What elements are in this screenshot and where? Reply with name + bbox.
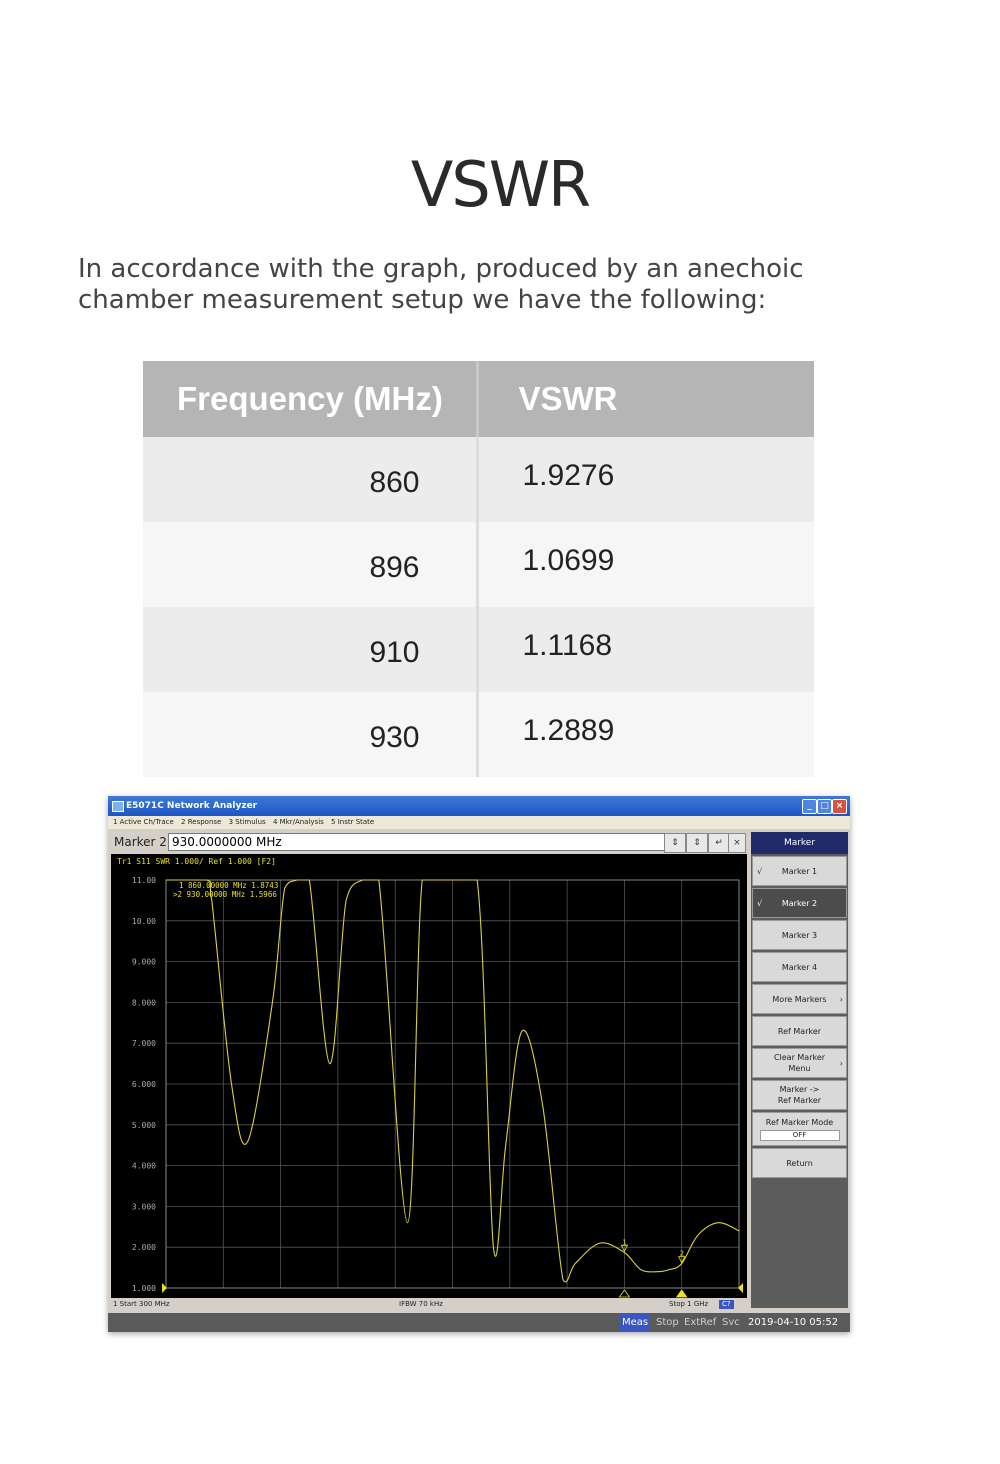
softkey-label-2: Ref Marker [777, 1096, 822, 1105]
marker-label: 2 [679, 1249, 684, 1258]
intro-line-2: chamber measurement setup we have the following: [78, 285, 767, 315]
cell-vswr: 1.0699 [477, 522, 814, 607]
menu-item-mkr-analysis[interactable]: 4 Mkr/Analysis [272, 818, 324, 826]
maximize-icon[interactable]: □ [817, 799, 832, 814]
check-icon: √ [757, 866, 763, 876]
softkey-marker-to-ref[interactable] [752, 1080, 847, 1110]
vswr-table [143, 361, 814, 777]
y-tick-label: 3.000 [131, 1202, 156, 1212]
softkey-label: More Markers [772, 994, 827, 1004]
softkey-label: Clear Marker [773, 1053, 826, 1062]
measurement-screen [111, 854, 747, 1298]
table-header-row [143, 361, 814, 437]
ref-marker-mode-value: OFF [760, 1130, 840, 1141]
menu-item-response[interactable]: 2 Response [181, 818, 222, 826]
marker-readout-2: >2 930.00000 MHz 1.5966 [173, 890, 277, 899]
cell-vswr: 1.2889 [477, 692, 814, 777]
close-entry-icon[interactable]: × [728, 833, 746, 853]
y-tick-label: 4.000 [131, 1161, 156, 1171]
table-row [143, 692, 814, 777]
y-tick-label: 9.000 [131, 957, 156, 967]
step-spinner-icon[interactable]: ⇕ [664, 833, 686, 853]
channel-status-bar [111, 1299, 747, 1310]
header-frequency: Frequency (MHz) [143, 361, 477, 437]
network-analyzer-window [108, 796, 850, 1332]
softkey-return[interactable] [752, 1148, 847, 1178]
cell-frequency: 910 [143, 607, 477, 692]
check-icon: √ [757, 898, 763, 908]
minimize-icon[interactable]: _ [802, 799, 817, 814]
trace-header: Tr1 S11 SWR 1.000/ Ref 1.000 [F2] [117, 857, 276, 866]
softkey-more-markers[interactable] [752, 984, 847, 1014]
table-row [143, 522, 814, 607]
plot-grid [166, 880, 739, 1288]
cell-frequency: 930 [143, 692, 477, 777]
softkey-label: Ref Marker Mode [765, 1118, 834, 1127]
status-stop: Stop 1 GHz [669, 1300, 709, 1308]
y-ticks [132, 876, 156, 1293]
marker-readout-1: 1 860.00000 MHz 1.8743 [179, 881, 279, 890]
enter-icon[interactable]: ↵ [708, 833, 730, 853]
y-tick-label: 10.00 [131, 916, 156, 926]
softkey-ref-marker-mode[interactable] [752, 1112, 847, 1146]
menu-item-stimulus[interactable]: 3 Stimulus [228, 818, 266, 826]
softkey-label: Marker 3 [781, 930, 818, 940]
softkey-label: Ref Marker [777, 1026, 822, 1036]
page-title: VSWR [410, 148, 590, 221]
intro-line-1: In accordance with the graph, produced by an anechoic [78, 254, 804, 284]
softkey-ref-marker[interactable] [752, 1016, 847, 1046]
status-ifbw: IFBW 70 kHz [399, 1300, 443, 1308]
status-start: 1 Start 300 MHz [113, 1300, 170, 1308]
cell-frequency: 860 [143, 437, 477, 522]
status-svc: Svc [722, 1317, 740, 1328]
menu-bar [108, 816, 850, 829]
marker-frequency-input[interactable] [168, 833, 668, 851]
cell-frequency: 896 [143, 522, 477, 607]
softkey-marker-1[interactable] [752, 856, 847, 886]
step-spinner-alt-icon[interactable]: ⇕ [686, 833, 708, 853]
app-icon [112, 801, 124, 812]
softkey-label: Marker 2 [781, 898, 818, 908]
status-meas: Meas [620, 1313, 650, 1332]
menu-item-instr-state[interactable]: 5 Instr State [331, 818, 375, 826]
y-tick-label: 11.00 [131, 876, 156, 885]
softkey-label: Marker -> [779, 1085, 820, 1094]
marker-label: 1 [622, 1238, 627, 1247]
window-titlebar[interactable] [108, 796, 850, 816]
table-row [143, 607, 814, 692]
intro-paragraph [78, 254, 938, 316]
softkey-label: Marker 1 [781, 866, 818, 876]
status-extref: ExtRef [684, 1317, 717, 1328]
window-title: E5071C Network Analyzer [126, 801, 258, 811]
y-tick-label: 2.000 [131, 1243, 156, 1253]
chevron-right-icon: › [839, 994, 843, 1004]
softkey-marker-4[interactable] [752, 952, 847, 982]
y-tick-label: 8.000 [131, 998, 156, 1008]
y-tick-label: 7.000 [131, 1039, 156, 1049]
entry-label: Marker 2 [114, 835, 167, 849]
softkey-label: Return [786, 1158, 813, 1168]
softkey-clear-marker-menu[interactable] [752, 1048, 847, 1078]
cell-vswr: 1.9276 [477, 437, 814, 522]
status-datetime: 2019-04-10 05:52 [748, 1317, 839, 1328]
status-badge: C? [719, 1300, 734, 1309]
cell-vswr: 1.1168 [477, 607, 814, 692]
y-tick-label: 1.000 [131, 1284, 156, 1293]
status-stop-ind: Stop [656, 1317, 679, 1328]
vswr-plot [111, 854, 747, 1298]
header-vswr: VSWR [477, 361, 814, 437]
close-icon[interactable]: × [832, 799, 847, 814]
menu-item-active-ch[interactable]: 1 Active Ch/Trace [113, 818, 174, 826]
instrument-status-bar [108, 1313, 850, 1332]
softkey-marker-3[interactable] [752, 920, 847, 950]
softkey-label: Marker 4 [781, 962, 818, 972]
entry-bar [111, 832, 747, 852]
y-tick-label: 6.000 [131, 1080, 156, 1089]
chevron-right-icon: › [839, 1058, 843, 1068]
marker-axis-indicator [677, 1290, 687, 1297]
softkey-panel [751, 832, 848, 1308]
softkey-header: Marker [751, 832, 848, 854]
y-tick-label: 5.000 [131, 1120, 156, 1130]
table-row [143, 437, 814, 522]
softkey-label-2: Menu [788, 1064, 811, 1073]
softkey-marker-2[interactable] [752, 888, 847, 918]
marker-axis-indicator [619, 1290, 629, 1297]
